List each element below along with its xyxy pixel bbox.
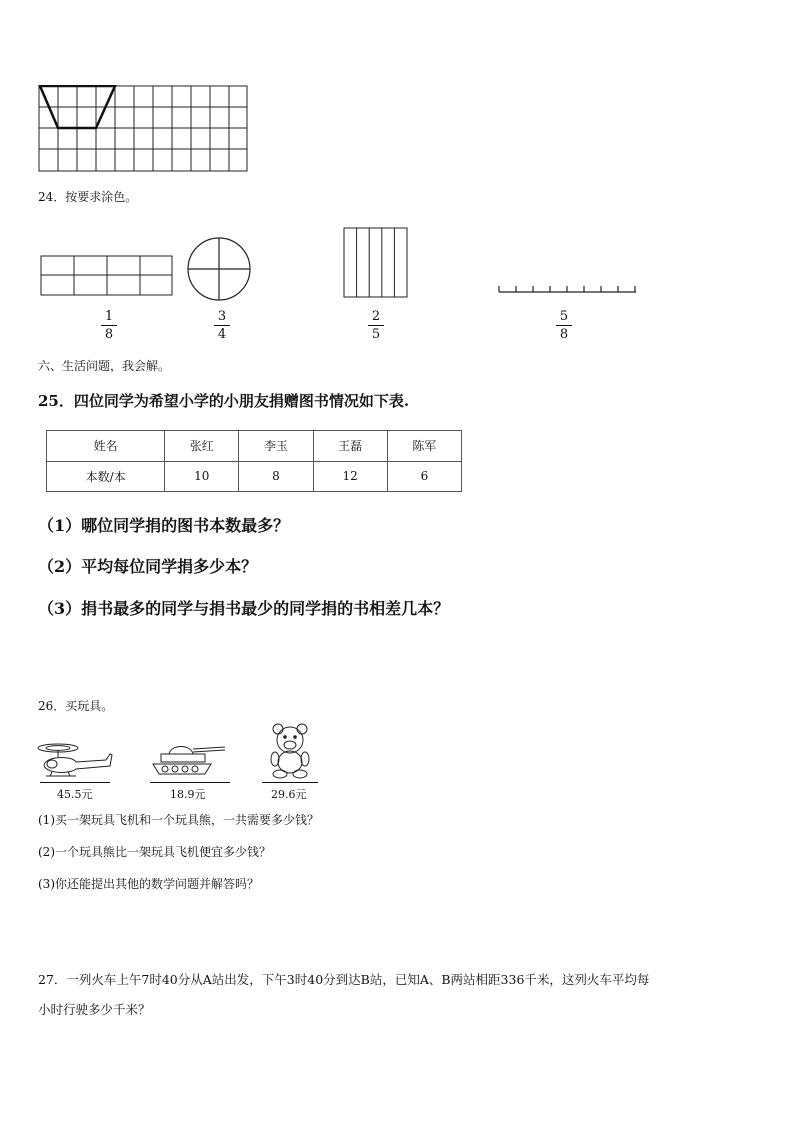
table-cell: 12 — [313, 461, 387, 492]
table-cell: 8 — [239, 461, 313, 492]
q26-sub1: (1)买一架玩具飞机和一个玩具熊，一共需要多少钱？ — [38, 813, 320, 827]
fraction-denominator: 5 — [371, 327, 381, 342]
fraction-numerator: 5 — [559, 309, 569, 324]
table-cell: 陈军 — [387, 431, 461, 462]
q26-prompt: 26．买玩具。 — [38, 699, 114, 713]
toy-tank-icon — [149, 738, 229, 780]
fraction-denominator: 8 — [104, 327, 114, 342]
fraction-three-quarters — [212, 309, 232, 342]
toy-helicopter-icon — [36, 738, 116, 780]
circle-quarters — [186, 236, 252, 302]
bear-price: 29.6元 — [271, 788, 307, 801]
fraction-denominator: 8 — [559, 327, 569, 342]
q26-sub2: (2)一个玩具熊比一架玩具飞机便宜多少钱？ — [38, 845, 271, 859]
table-cell: 10 — [165, 461, 239, 492]
fraction-one-eighth — [99, 309, 119, 342]
q27-line1: 27．一列火车上午7时40分从A站出发，下午3时40分到达B站，已知A、B两站相距336千米，这列火车平均每 — [38, 972, 650, 987]
table-row — [47, 461, 462, 492]
section-six-title: 六、生活问题，我会解。 — [38, 359, 171, 373]
table-cell: 张红 — [165, 431, 239, 462]
q27-line2: 小时行驶多少千米？ — [38, 1002, 151, 1017]
tank-price: 18.9元 — [170, 788, 206, 801]
table-cell: 本数/本 — [47, 461, 165, 492]
q25-prompt: 25．四位同学为希望小学的小朋友捐赠图书情况如下表. — [38, 392, 410, 410]
table-cell: 王磊 — [313, 431, 387, 462]
table-row — [47, 431, 462, 462]
fraction-numerator: 2 — [371, 309, 381, 324]
rectangle-eighths — [40, 255, 174, 297]
rectangle-fifths — [343, 227, 409, 299]
donation-table — [46, 430, 462, 492]
table-cell: 姓名 — [47, 431, 165, 462]
fraction-numerator: 1 — [104, 309, 114, 324]
q25-sub1: （1）哪位同学捐的图书本数最多？ — [38, 516, 290, 535]
table-cell: 李玉 — [239, 431, 313, 462]
helicopter-price: 45.5元 — [57, 788, 93, 801]
grid-with-trapezoid — [38, 85, 250, 175]
table-cell: 6 — [387, 461, 461, 492]
fraction-denominator: 4 — [217, 327, 227, 342]
segment-eighths — [497, 283, 639, 297]
q25-sub2: （2）平均每位同学捐多少本？ — [38, 557, 258, 576]
q24-prompt: 24．按要求涂色。 — [38, 190, 138, 204]
fraction-two-fifths — [366, 309, 386, 342]
fraction-five-eighths — [554, 309, 574, 342]
fraction-numerator: 3 — [217, 309, 227, 324]
q26-sub3: (3)你还能提出其他的数学问题并解答吗？ — [38, 877, 259, 891]
q25-sub3: （3）捐书最多的同学与捐书最少的同学捐的书相差几本？ — [38, 599, 450, 618]
toy-bear-icon — [265, 722, 315, 780]
